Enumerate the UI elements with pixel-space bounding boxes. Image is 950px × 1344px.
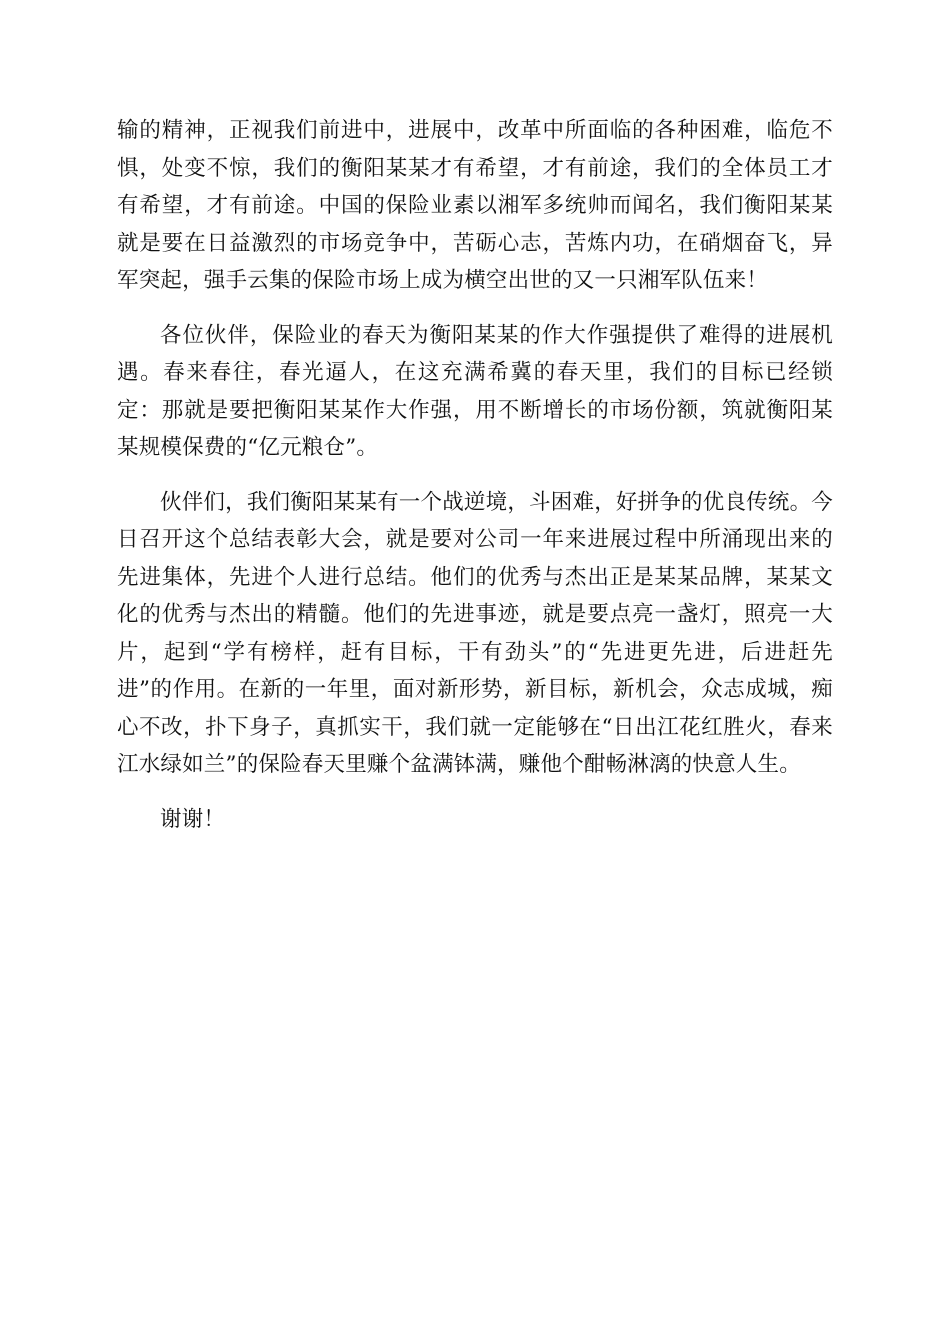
document-body [117,112,833,855]
paragraph-thanks: 谢谢！ [160,806,226,832]
paragraph-spring-opportunity: 各位伙伴，保险业的春天为衡阳某某的作大作强提供了难得的进展机遇。春来春往，春光逼人，在这充满希冀的春天里，我们的目标已经锁定：那就是要把衡阳某某作大作强，用不断增长的市场份额，筑就衡阳某某规模保费的“亿元粮仓”。 [117,322,833,460]
paragraph-continued: 输的精神，正视我们前进中，进展中，改革中所面临的各种困难，临危不惧，处变不惊，我们的衡阳某某才有希望，才有前途，我们的全体员工才有希望，才有前途。中国的保险业素以湘军多统帅而闻名，我们衡阳某某就是要在日益激烈的市场竞争中，苦砺心志，苦炼内功，在硝烟奋飞，异军突起，强手云集的保险市场上成为横空出世的又一只湘军队伍来！ [117,118,833,293]
paragraph-commendation: 伙伴们，我们衡阳某某有一个战逆境，斗困难，好拼争的优良传统。今日召开这个总结表彰大会，就是要对公司一年来进展过程中所涌现出来的先进集体，先进个人进行总结。他们的优秀与杰出正是某某品牌，某某文化的优秀与杰出的精髓。他们的先进事迹，就是要点亮一盏灯，照亮一大片，起到“学有榜样，赶有目标，干有劲头”的“先进更先进，后进赶先进”的作用。在新的一年里，面对新形势，新目标，新机会，众志成城，痴心不改，扑下身子，真抓实干，我们就一定能够在“日出江花红胜火，春来江水绿如兰”的保险春天里赚个盆满钵满，赚他个酣畅淋漓的快意人生。 [117,489,833,777]
